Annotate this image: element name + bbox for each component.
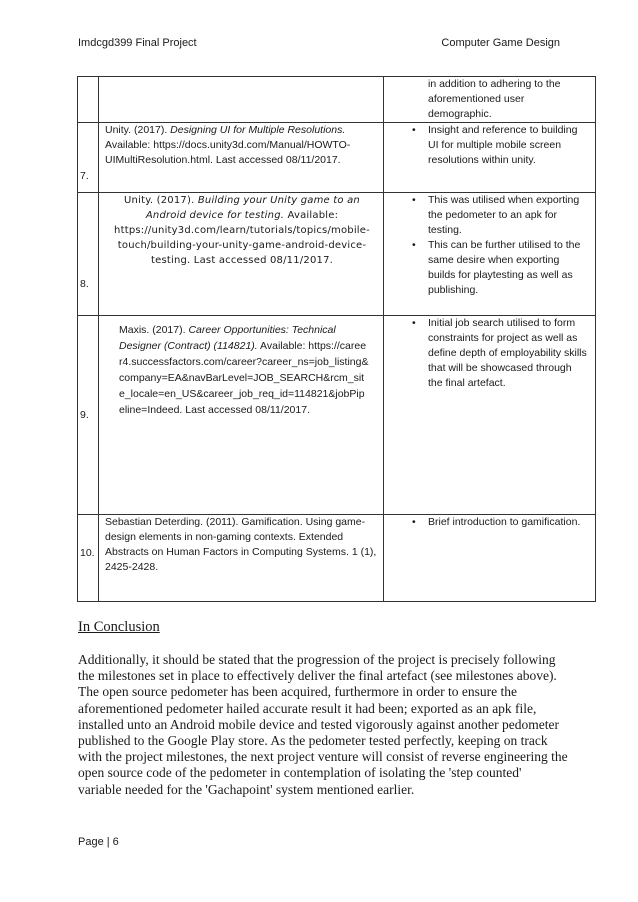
note-bullet: • Insight and reference to building UI for multiple mobile screen resolutions within unity. <box>384 123 589 168</box>
header-course-title: Computer Game Design <box>441 37 560 49</box>
references-table <box>77 76 596 602</box>
notes-continuation: in addition to adhering to the aforementioned user demographic. <box>428 78 561 120</box>
conclusion-heading: In Conclusion <box>78 619 160 635</box>
row-number: 7. <box>78 123 99 193</box>
table-row <box>78 515 596 602</box>
reference-cell <box>99 77 384 123</box>
row-number: 8. <box>78 193 99 316</box>
reference-cell: Sebastian Deterding. (2011). Gamification. Using game-design elements in non-gaming contexts. Extended Abstracts on Human Factors in Computing Systems. 1 (1), 2425-2428. <box>99 515 384 602</box>
note-bullet: • Brief introduction to gamification. <box>384 515 589 530</box>
note-bullet: • This can be further utilised to the same desire when exporting builds for playtesting as well as publishing. <box>384 238 589 298</box>
notes-cell <box>384 515 596 602</box>
notes-cell <box>384 77 596 123</box>
notes-cell <box>384 123 596 193</box>
row-number: 10. <box>78 515 99 602</box>
table-row <box>78 316 596 515</box>
reference-cell: Unity. (2017). Designing UI for Multiple Resolutions. Available: https://docs.unity3d.com/Manual/HOWTO-UIMultiResolution.html. Last accessed 08/11/2017. <box>99 123 384 193</box>
row-number <box>78 77 99 123</box>
reference-cell: Maxis. (2017). Career Opportunities: Technical Designer (Contract) (114821). Available: https://career4.successfactors.com/career?career_ns=job_listing&company=EA&navBarLevel=JOB_SEARCH&rcm_site_locale=en_US&career_job_req_id=114821&jobPipeline=Indeed. Last accessed 08/11/2017. <box>99 316 384 515</box>
page-number: Page | 6 <box>78 836 119 848</box>
notes-cell <box>384 193 596 316</box>
notes-cell <box>384 316 596 515</box>
table-row <box>78 123 596 193</box>
note-bullet: • This was utilised when exporting the pedometer to an apk for testing. <box>384 193 589 238</box>
conclusion-paragraph: Additionally, it should be stated that the progression of the project is precisely following the milestones set in place to effectively deliver the final artefact (see milestones above). The open source pedometer has been acquired, furthermore in order to ensure the aforementioned pedometer hailed accurate result it had been; exported as an apk file, installed unto an Android mobile device and tested vigorously against another pedometer published to the Google Play store. As the pedometer tested perfectly, keeping on track with the project milestones, the next project venture will consist of reverse engineering the open source code of the pedometer in contemplation of isolating the 'step counted' variable needed for the 'Gachapoint' system mentioned earlier. <box>78 652 568 797</box>
reference-cell: Unity. (2017). Building your Unity game to an Android device for testing. Available: https://unity3d.com/learn/tutorials/topics/mobile-touch/building-your-unity-game-android-device-testing. Last accessed 08/11/2017. <box>99 193 384 316</box>
header-project-title: Imdcgd399 Final Project <box>78 37 197 49</box>
table-row <box>78 77 596 123</box>
row-number: 9. <box>78 316 99 515</box>
table-row <box>78 193 596 316</box>
note-bullet: • Initial job search utilised to form constraints for project as well as define depth of employability skills that will be showcased through the final artefact. <box>384 316 589 391</box>
